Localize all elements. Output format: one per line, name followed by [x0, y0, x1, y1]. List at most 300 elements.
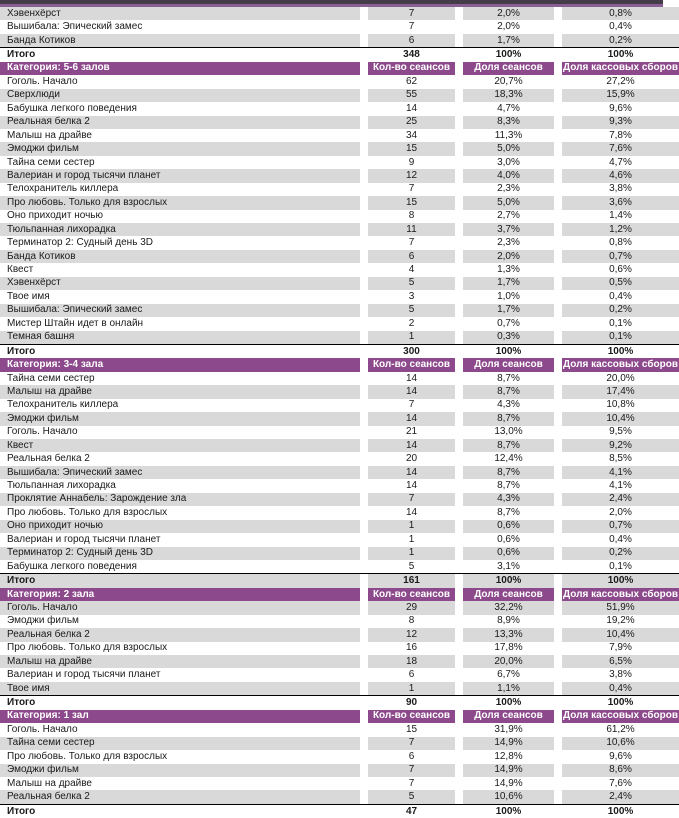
movie-title: Эмоджи фильм [7, 615, 79, 627]
column-header-sessions-count: Кол-во сеансов [368, 358, 455, 371]
table-row [0, 682, 679, 695]
sessions-count-value: 5 [368, 277, 455, 290]
movie-title: Эмоджи фильм [0, 412, 360, 425]
sessions-count-value: 15 [368, 196, 455, 209]
boxoffice-share-value: 1,2% [562, 223, 679, 236]
movie-title: Про любовь. Только для взрослых [7, 750, 168, 762]
sessions-count-value: 1 [368, 547, 455, 560]
table-row [0, 790, 679, 803]
boxoffice-share-value: 27,2% [606, 75, 635, 87]
movie-title: Хэвенхёрст [0, 277, 360, 290]
sessions-share-value: 0,6% [463, 547, 554, 560]
sessions-count-value: 90 [405, 697, 418, 709]
boxoffice-share-value: 9,6% [609, 102, 632, 114]
sessions-share-value: 1,7% [463, 277, 554, 290]
boxoffice-share-value: 2,4% [562, 790, 679, 803]
boxoffice-share-value: 4,1% [562, 466, 679, 479]
table-row [0, 723, 679, 736]
sessions-count-value: 14 [405, 372, 418, 384]
sessions-count-value: 6 [368, 250, 455, 263]
column-header-sessions-share: Доля сеансов [463, 358, 554, 371]
boxoffice-share-value: 100% [562, 574, 679, 587]
movie-title: Гоголь. Начало [0, 601, 360, 614]
table-row [0, 236, 679, 249]
total-label: Итого [7, 805, 36, 817]
movie-title: Бабушка легкого поведения [7, 560, 137, 572]
movie-title: Вышибала: Эпический замес [0, 304, 360, 317]
table-row [0, 506, 679, 519]
table-row [0, 290, 679, 303]
table-row [0, 196, 679, 209]
movie-title: Реальная белка 2 [0, 628, 360, 641]
sessions-share-value: 12,4% [494, 453, 523, 465]
sessions-count-value: 14 [368, 466, 455, 479]
table-row [0, 560, 679, 573]
movie-title: Валериан и город тысячи планет [7, 669, 161, 681]
table-row [0, 628, 679, 641]
sessions-share-value: 14,9% [494, 777, 523, 789]
sessions-share-value: 0,7% [497, 317, 520, 329]
category-header-row [0, 358, 679, 371]
total-label: Итого [7, 697, 36, 709]
column-header-boxoffice-share: Доля кассовых сборов [563, 588, 678, 600]
boxoffice-share-value: 0,4% [609, 290, 632, 302]
movie-title: Телохранитель киллера [7, 183, 119, 195]
column-header-sessions-share: Доля сеансов [463, 62, 554, 75]
boxoffice-share-value: 3,8% [609, 183, 632, 195]
boxoffice-share-value: 0,7% [562, 520, 679, 533]
sessions-count-value: 7 [408, 183, 415, 195]
sessions-count-value: 4 [408, 264, 415, 276]
boxoffice-share-value: 19,2% [606, 615, 635, 627]
boxoffice-share-value: 0,2% [562, 304, 679, 317]
sessions-share-value: 3,7% [463, 223, 554, 236]
total-row [0, 47, 679, 61]
boxoffice-share-value: 100% [607, 697, 634, 709]
sessions-share-value: 14,9% [463, 737, 554, 750]
movie-title: Гоголь. Начало [7, 75, 78, 87]
table-row [0, 223, 679, 236]
movie-title: Банда Котиков [0, 34, 360, 47]
movie-title: Реальная белка 2 [7, 453, 90, 465]
sessions-share-value: 20,7% [494, 75, 523, 87]
sessions-share-value: 8,7% [497, 480, 520, 492]
sessions-share-value: 3,0% [497, 156, 520, 168]
boxoffice-share-value: 51,9% [562, 601, 679, 614]
sessions-count-value: 2 [408, 317, 415, 329]
boxoffice-share-value: 0,5% [562, 277, 679, 290]
sessions-count-value: 5 [408, 560, 415, 572]
column-header-sessions-share: Доля сеансов [463, 710, 554, 723]
movie-title: Тюльпанная лихорадка [7, 480, 116, 492]
sessions-count-value: 11 [368, 223, 455, 236]
table-row [0, 317, 679, 330]
movie-title: Терминатор 2: Судный день 3D [0, 547, 360, 560]
boxoffice-share-value: 0,8% [562, 7, 679, 20]
sessions-count-value: 16 [405, 642, 418, 654]
boxoffice-share-value: 0,1% [562, 331, 679, 344]
boxoffice-share-value: 7,8% [609, 129, 632, 141]
sessions-share-value: 8,7% [497, 506, 520, 518]
table-row [0, 385, 679, 398]
sessions-share-value: 13,3% [463, 628, 554, 641]
sessions-share-value: 18,3% [463, 89, 554, 102]
boxoffice-share-value: 100% [607, 805, 634, 817]
sessions-share-value: 32,2% [463, 601, 554, 614]
table-row [0, 7, 679, 20]
category-label: Категория: 2 зала [0, 588, 360, 601]
boxoffice-share-value: 10,6% [562, 737, 679, 750]
movie-title: Банда Котиков [0, 250, 360, 263]
sessions-share-value: 8,7% [463, 412, 554, 425]
table-row [0, 399, 679, 412]
category-header-row [0, 588, 679, 601]
movie-title: Твое имя [7, 290, 50, 302]
boxoffice-share-value: 0,2% [562, 547, 679, 560]
boxoffice-share-value: 9,2% [562, 439, 679, 452]
sessions-count-value: 14 [368, 439, 455, 452]
category-label: Категория: 1 зал [0, 710, 360, 723]
category-label: Категория: 5-6 залов [0, 62, 360, 75]
table-row [0, 452, 679, 465]
boxoffice-share-value: 9,3% [562, 116, 679, 129]
sessions-share-value: 100% [495, 49, 522, 61]
boxoffice-share-value: 7,9% [609, 642, 632, 654]
column-header-boxoffice-share: Доля кассовых сборов [563, 62, 678, 74]
sessions-count-value: 14 [405, 506, 418, 518]
table-row [0, 183, 679, 196]
boxoffice-share-value: 17,4% [562, 385, 679, 398]
table-row [0, 250, 679, 263]
movie-title: Тайна семи сестер [7, 372, 95, 384]
sessions-share-value: 6,7% [497, 669, 520, 681]
column-header-sessions-count: Кол-во сеансов [368, 588, 455, 601]
sessions-count-value: 5 [368, 790, 455, 803]
sessions-count-value: 7 [368, 764, 455, 777]
sessions-count-value: 55 [368, 89, 455, 102]
sessions-count-value: 7 [408, 399, 415, 411]
movie-title: Гоголь. Начало [7, 723, 78, 735]
movie-title: Сверхлюди [0, 89, 360, 102]
sessions-share-value: 17,8% [494, 642, 523, 654]
table-row [0, 777, 679, 790]
sessions-count-value: 8 [408, 210, 415, 222]
sessions-count-value: 62 [405, 75, 418, 87]
table-row [0, 102, 679, 115]
sessions-count-value: 15 [405, 723, 418, 735]
sessions-share-value: 2,0% [463, 250, 554, 263]
sessions-share-value: 8,7% [463, 385, 554, 398]
sessions-count-value: 348 [403, 49, 420, 61]
table-row [0, 89, 679, 102]
movie-title: Малыш на драйве [7, 129, 92, 141]
category-header-row [0, 710, 679, 723]
sessions-share-value: 1,7% [463, 34, 554, 47]
sessions-count-value: 15 [368, 142, 455, 155]
sessions-count-value: 7 [408, 237, 415, 249]
sessions-share-value: 4,3% [463, 493, 554, 506]
total-row [0, 804, 679, 818]
movie-title: Реальная белка 2 [0, 790, 360, 803]
table-row [0, 737, 679, 750]
sessions-share-value: 8,9% [497, 615, 520, 627]
sessions-count-value: 7 [408, 777, 415, 789]
column-header-boxoffice-share: Доля кассовых сборов [563, 359, 678, 371]
sessions-count-value: 6 [408, 750, 415, 762]
boxoffice-share-value: 0,1% [609, 560, 632, 572]
sessions-count-value: 7 [368, 493, 455, 506]
sessions-count-value: 7 [368, 7, 455, 20]
cropped-header-bar [0, 0, 663, 7]
category-header-row [0, 62, 679, 75]
table-row [0, 331, 679, 344]
cinema-sessions-table [0, 7, 679, 818]
sessions-share-value: 1,7% [463, 304, 554, 317]
sessions-share-value: 8,3% [463, 116, 554, 129]
sessions-share-value: 100% [463, 574, 554, 587]
total-label: Итого [0, 574, 360, 587]
movie-title: Бабушка легкого поведения [7, 102, 137, 114]
table-row [0, 479, 679, 492]
total-row [0, 573, 679, 587]
boxoffice-share-value: 61,2% [606, 723, 635, 735]
sessions-share-value: 4,3% [497, 399, 520, 411]
sessions-count-value: 6 [368, 34, 455, 47]
table-row [0, 304, 679, 317]
sessions-count-value: 8 [408, 615, 415, 627]
table-row [0, 520, 679, 533]
boxoffice-share-value: 0,7% [562, 250, 679, 263]
sessions-share-value: 8,7% [497, 372, 520, 384]
sessions-share-value: 8,7% [463, 439, 554, 452]
sessions-share-value: 12,8% [494, 750, 523, 762]
column-header-boxoffice-share: Доля кассовых сборов [563, 710, 678, 722]
sessions-share-value: 100% [495, 805, 522, 817]
sessions-share-value: 10,6% [463, 790, 554, 803]
boxoffice-share-value: 0,4% [609, 533, 632, 545]
movie-title: Эмоджи фильм [0, 142, 360, 155]
movie-title: Малыш на драйве [7, 777, 92, 789]
boxoffice-share-value: 100% [607, 49, 634, 61]
sessions-count-value: 14 [405, 102, 418, 114]
boxoffice-share-value: 8,6% [562, 764, 679, 777]
column-header-sessions-count: Кол-во сеансов [368, 710, 455, 723]
sessions-count-value: 18 [368, 655, 455, 668]
movie-title: Терминатор 2: Судный день 3D [7, 237, 153, 249]
boxoffice-share-value: 9,5% [609, 426, 632, 438]
total-row [0, 344, 679, 358]
table-row [0, 20, 679, 33]
sessions-share-value: 0,3% [463, 331, 554, 344]
boxoffice-share-value: 100% [607, 345, 634, 357]
boxoffice-share-value: 7,6% [562, 142, 679, 155]
sessions-count-value: 25 [368, 116, 455, 129]
table-row [0, 116, 679, 129]
sessions-count-value: 14 [368, 385, 455, 398]
boxoffice-share-value: 4,6% [562, 169, 679, 182]
sessions-count-value: 3 [408, 290, 415, 302]
movie-title: Вышибала: Эпический замес [7, 21, 143, 33]
column-header-sessions-count: Кол-во сеансов [368, 62, 455, 75]
movie-title: Малыш на драйве [0, 655, 360, 668]
sessions-count-value: 1 [368, 682, 455, 695]
sessions-count-value: 12 [368, 169, 455, 182]
table-row [0, 439, 679, 452]
sessions-share-value: 4,7% [497, 102, 520, 114]
sessions-share-value: 1,0% [497, 290, 520, 302]
sessions-count-value: 34 [405, 129, 418, 141]
movie-title: Хэвенхёрст [0, 7, 360, 20]
movie-title: Гоголь. Начало [7, 426, 78, 438]
sessions-count-value: 6 [408, 669, 415, 681]
movie-title: Реальная белка 2 [0, 116, 360, 129]
table-row [0, 547, 679, 560]
sessions-count-value: 12 [368, 628, 455, 641]
boxoffice-share-value: 6,5% [562, 655, 679, 668]
boxoffice-share-value: 0,8% [609, 237, 632, 249]
sessions-count-value: 1 [368, 331, 455, 344]
column-header-sessions-share: Доля сеансов [463, 588, 554, 601]
sessions-share-value: 100% [495, 345, 522, 357]
boxoffice-share-value: 10,4% [562, 412, 679, 425]
boxoffice-share-value: 0,1% [609, 317, 632, 329]
sessions-count-value: 29 [368, 601, 455, 614]
sessions-share-value: 11,3% [494, 129, 523, 141]
sessions-share-value: 0,6% [463, 520, 554, 533]
table-row [0, 412, 679, 425]
total-row [0, 695, 679, 709]
sessions-share-value: 100% [495, 697, 522, 709]
table-row [0, 210, 679, 223]
sessions-share-value: 1,3% [497, 264, 520, 276]
boxoffice-share-value: 0,6% [609, 264, 632, 276]
movie-title: Твое имя [0, 682, 360, 695]
movie-title: Мистер Штайн идет в онлайн [7, 317, 144, 329]
boxoffice-share-value: 3,6% [562, 196, 679, 209]
movie-title: Про любовь. Только для взрослых [7, 642, 168, 654]
table-row [0, 142, 679, 155]
sessions-share-value: 1,1% [463, 682, 554, 695]
sessions-count-value: 7 [408, 21, 415, 33]
table-row [0, 129, 679, 142]
movie-title: Оно приходит ночью [0, 520, 360, 533]
boxoffice-share-value: 1,4% [609, 210, 632, 222]
movie-title: Валериан и город тысячи планет [7, 533, 161, 545]
boxoffice-share-value: 0,4% [609, 21, 632, 33]
boxoffice-share-value: 0,2% [562, 34, 679, 47]
total-label: Итого [7, 345, 36, 357]
movie-title: Темная башня [0, 331, 360, 344]
boxoffice-share-value: 7,6% [609, 777, 632, 789]
table-row [0, 426, 679, 439]
boxoffice-share-value: 0,4% [562, 682, 679, 695]
table-row [0, 466, 679, 479]
sessions-count-value: 300 [403, 345, 420, 357]
sessions-share-value: 2,0% [497, 21, 520, 33]
movie-title: Телохранитель киллера [7, 399, 119, 411]
movie-title: Тайна семи сестер [0, 737, 360, 750]
sessions-share-value: 13,0% [494, 426, 523, 438]
sessions-count-value: 20 [405, 453, 418, 465]
movie-title: Оно приходит ночью [7, 210, 103, 222]
table-row [0, 655, 679, 668]
table-row [0, 277, 679, 290]
sessions-share-value: 31,9% [494, 723, 523, 735]
sessions-share-value: 0,6% [497, 533, 520, 545]
boxoffice-share-value: 20,0% [606, 372, 635, 384]
movie-title: Эмоджи фильм [0, 764, 360, 777]
category-label: Категория: 3-4 зала [0, 358, 360, 371]
boxoffice-share-value: 10,4% [562, 628, 679, 641]
boxoffice-share-value: 10,8% [606, 399, 635, 411]
sessions-count-value: 7 [368, 737, 455, 750]
table-row [0, 263, 679, 276]
table-row [0, 615, 679, 628]
movie-title: Тайна семи сестер [7, 156, 95, 168]
table-row [0, 372, 679, 385]
boxoffice-share-value: 2,0% [609, 506, 632, 518]
sessions-share-value: 20,0% [463, 655, 554, 668]
table-row [0, 668, 679, 681]
sessions-count-value: 14 [368, 412, 455, 425]
sessions-share-value: 14,9% [463, 764, 554, 777]
boxoffice-share-value: 4,7% [609, 156, 632, 168]
sessions-share-value: 2,0% [463, 7, 554, 20]
movie-title: Квест [7, 264, 34, 276]
table-row [0, 156, 679, 169]
sessions-share-value: 5,0% [463, 142, 554, 155]
movie-title: Проклятие Аннабель: Зарождение зла [0, 493, 360, 506]
sessions-count-value: 161 [368, 574, 455, 587]
boxoffice-share-value: 2,4% [562, 493, 679, 506]
movie-title: Про любовь. Только для взрослых [0, 196, 360, 209]
boxoffice-share-value: 9,6% [609, 750, 632, 762]
sessions-count-value: 5 [368, 304, 455, 317]
sessions-count-value: 47 [405, 805, 418, 817]
sessions-share-value: 2,3% [497, 183, 520, 195]
sessions-share-value: 2,3% [497, 237, 520, 249]
sessions-count-value: 9 [408, 156, 415, 168]
boxoffice-share-value: 8,5% [609, 453, 632, 465]
total-label: Итого [7, 49, 36, 61]
sessions-count-value: 14 [405, 480, 418, 492]
movie-title: Про любовь. Только для взрослых [7, 506, 168, 518]
table-row [0, 750, 679, 763]
boxoffice-share-value: 15,9% [562, 89, 679, 102]
boxoffice-share-value: 3,8% [609, 669, 632, 681]
sessions-count-value: 21 [405, 426, 418, 438]
sessions-share-value: 4,0% [463, 169, 554, 182]
table-row [0, 764, 679, 777]
sessions-count-value: 1 [368, 520, 455, 533]
table-row [0, 533, 679, 546]
sessions-share-value: 8,7% [463, 466, 554, 479]
sessions-count-value: 1 [408, 533, 415, 545]
movie-title: Валериан и город тысячи планет [0, 169, 360, 182]
table-row [0, 169, 679, 182]
sessions-share-value: 2,7% [497, 210, 520, 222]
movie-title: Вышибала: Эпический замес [0, 466, 360, 479]
movie-title: Квест [0, 439, 360, 452]
table-row [0, 75, 679, 88]
table-row [0, 493, 679, 506]
sessions-share-value: 5,0% [463, 196, 554, 209]
table-row [0, 34, 679, 47]
sessions-share-value: 3,1% [497, 560, 520, 572]
movie-title: Тюльпанная лихорадка [0, 223, 360, 236]
table-row [0, 601, 679, 614]
table-row [0, 642, 679, 655]
